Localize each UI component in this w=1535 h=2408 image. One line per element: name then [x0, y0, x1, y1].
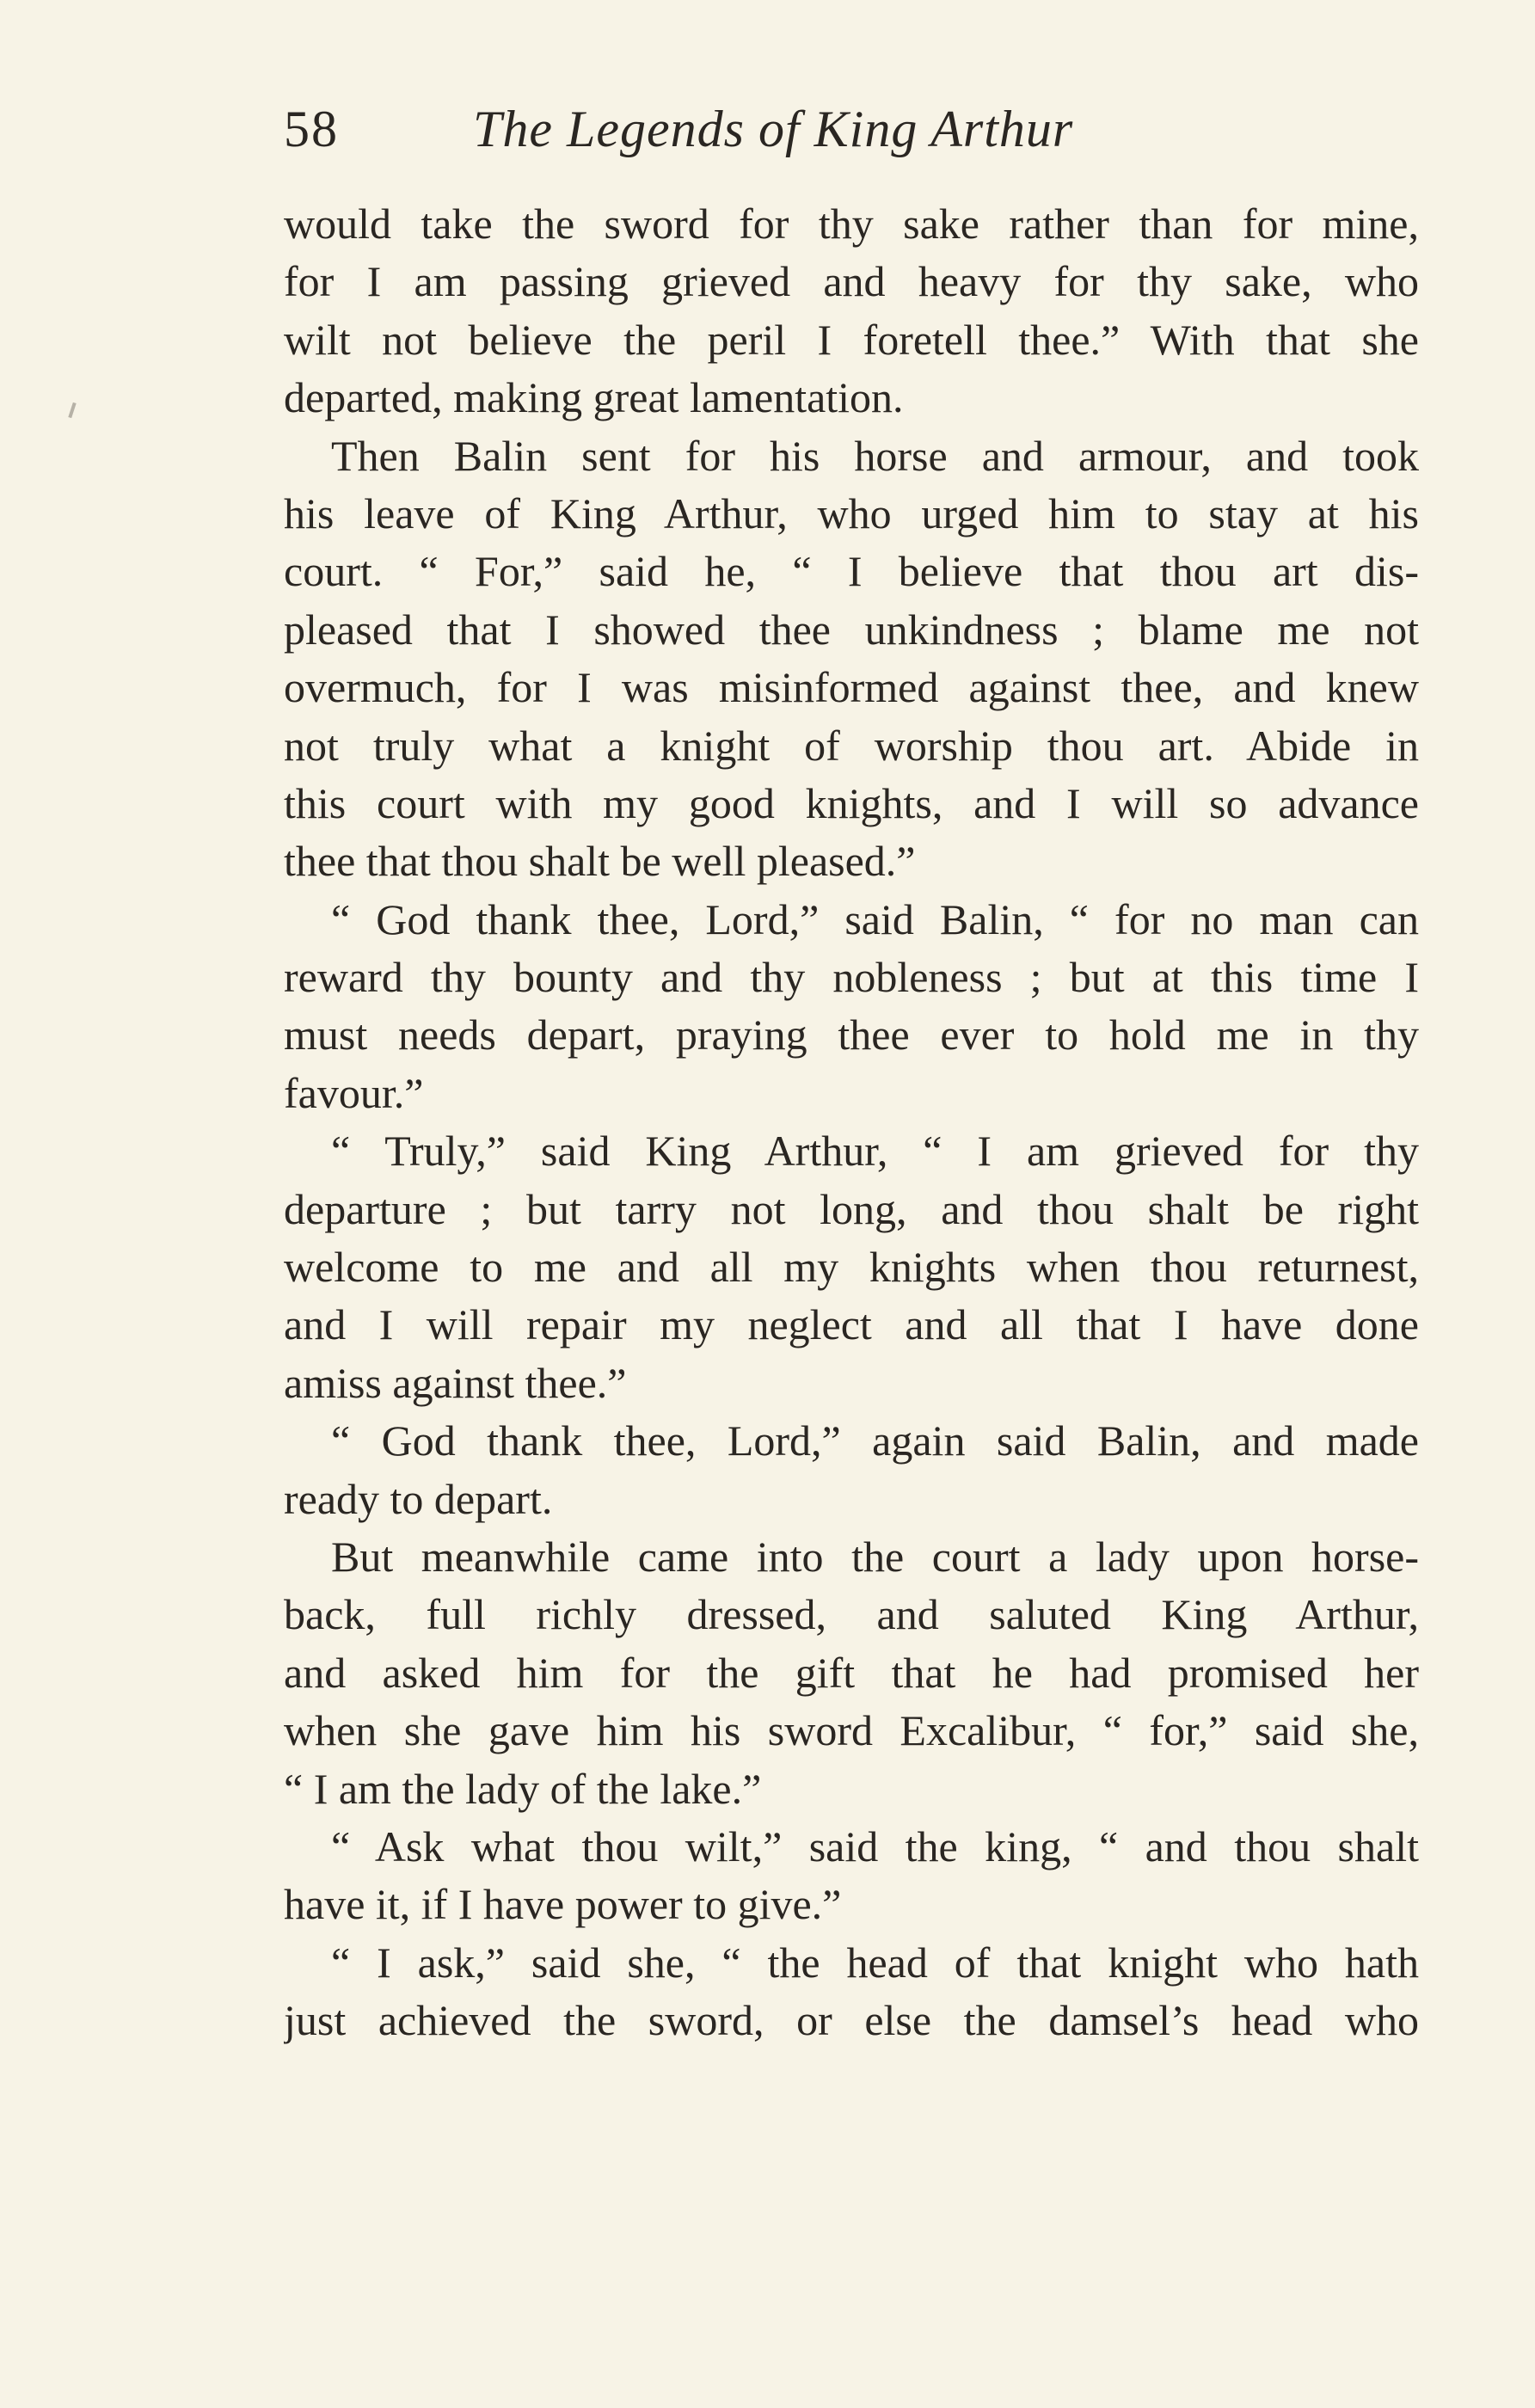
text-line: amiss against thee.” [284, 1358, 627, 1407]
text-line: “ I ask,” said she, “ the head of that knight who hath [331, 1938, 1419, 1987]
text-line: back, full richly dressed, and saluted King Arthur, [284, 1590, 1419, 1639]
text-line: welcome to me and all my knights when thou returnest, [284, 1243, 1419, 1292]
text-line: court. “ For,” said he, “ I believe that thou art dis- [284, 547, 1419, 596]
text-line: “ Truly,” said King Arthur, “ I am grieved for thy [331, 1127, 1419, 1176]
text-line: Then Balin sent for his horse and armour, and took [331, 431, 1419, 480]
text-line: when she gave him his sword Excalibur, “ for,” said she, [284, 1706, 1419, 1755]
text-line: for I am passing grieved and heavy for thy sake, who [284, 257, 1419, 306]
text-line: not truly what a knight of worship thou art. Abide in [284, 721, 1419, 770]
text-line: But meanwhile came into the court a lady upon horse- [331, 1532, 1419, 1581]
text-line: favour.” [284, 1068, 424, 1117]
text-line: reward thy bounty and thy nobleness ; but at this time I [284, 953, 1419, 1002]
text-line: thee that thou shalt be well pleased.” [284, 837, 916, 886]
text-line: and I will repair my neglect and all that I have done [284, 1300, 1419, 1349]
text-line: this court with my good knights, and I will so advance [284, 778, 1419, 827]
page-number: 58 [284, 101, 339, 157]
text-line: must needs depart, praying thee ever to hold me in thy [284, 1010, 1419, 1060]
text-line: have it, if I have power to give.” [284, 1880, 842, 1929]
text-line: would take the sword for thy sake rather than for mine, [284, 200, 1419, 248]
text-line: ready to depart. [284, 1474, 553, 1523]
text-line: wilt not believe the peril I foretell thee.” With that she [284, 315, 1419, 364]
text-line: pleased that I showed thee unkindness ; blame me not [284, 605, 1419, 654]
text-line: “ God thank thee, Lord,” said Balin, “ for no man can [331, 894, 1419, 943]
text-line: and asked him for the gift that he had promised her [284, 1648, 1419, 1697]
running-title: The Legends of King Arthur [473, 101, 1074, 157]
margin-mark [68, 402, 76, 418]
text-line: “ God thank thee, Lord,” again said Balin, and made [331, 1416, 1419, 1465]
text-line: departed, making great lamentation. [284, 373, 904, 422]
text-line: departure ; but tarry not long, and thou shalt be right [284, 1184, 1419, 1233]
text-line: just achieved the sword, or else the damsel’s head who [284, 1996, 1419, 2045]
text-line: his leave of King Arthur, who urged him to stay at his [284, 488, 1419, 538]
text-line: “ Ask what thou wilt,” said the king, “ and thou shalt [331, 1821, 1419, 1870]
body-text [284, 195, 1419, 2050]
text-line: overmuch, for I was misinformed against thee, and knew [284, 663, 1419, 712]
text-line: “ I am the lady of the lake.” [284, 1764, 762, 1813]
running-head [284, 90, 1419, 168]
